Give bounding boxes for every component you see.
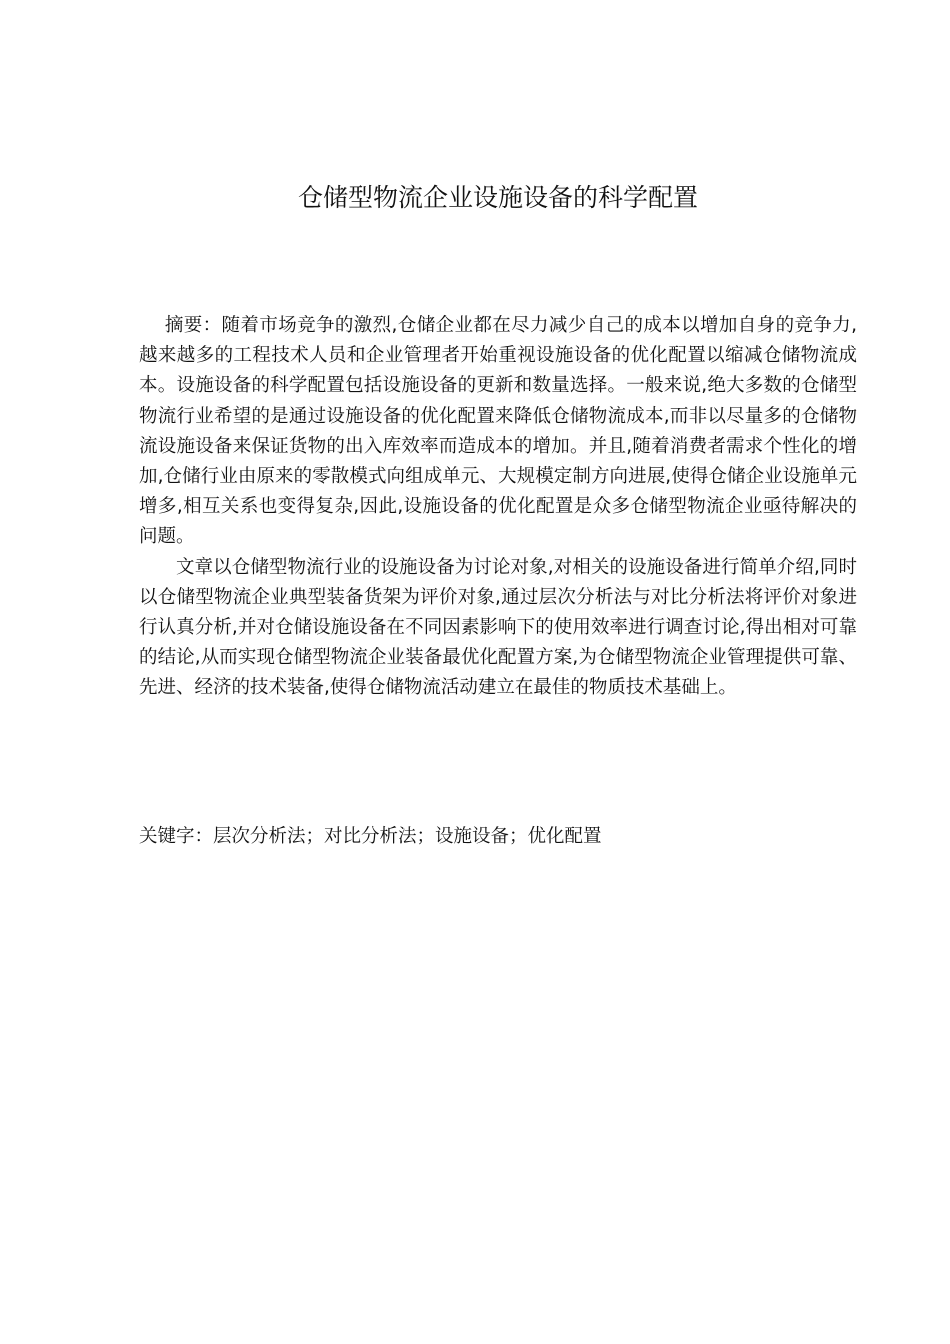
- document-title: 仓储型物流企业设施设备的科学配置: [297, 183, 698, 212]
- abstract-paragraph-1: 摘要：随着市场竞争的激烈,仓储企业都在尽力减少自己的成本以增加自身的竞争力,越来越多的工程技术人员和企业管理者开始重视设施设备的优化配置以缩减仓储物流成本。设施设备的科学配置包括设施设备的更新和数量选择。一般来说,绝大多数的仓储型物流行业希望的是通过设施设备的优化配置来降低仓储物流成本,而非以尽量多的仓储物流设施设备来保证货物的出入库效率而造成本的增加。并且,随着消费者需求个性化的增加,仓储行业由原来的零散模式向组成单元、大规模定制方向进展,使得仓储企业设施单元增多,相互关系也变得复杂,因此,设施设备的优化配置是众多仓储型物流企业亟待解决的问题。: [139, 315, 857, 548]
- abstract-section: [139, 311, 857, 704]
- abstract-paragraph-2: 文章以仓储型物流行业的设施设备为讨论对象,对相关的设施设备进行简单介绍,同时以仓储型物流企业典型装备货架为评价对象,通过层次分析法与对比分析法将评价对象进行认真分析,并对仓储设施设备在不同因素影响下的使用效率进行调查讨论,得出相对可靠的结论,从而实现仓储型物流企业装备最优化配置方案,为仓储型物流企业管理提供可靠、先进、经济的技术装备,使得仓储物流活动建立在最佳的物质技术基础上。: [139, 556, 857, 699]
- keywords-line: 关键字：层次分析法；对比分析法；设施设备；优化配置: [139, 826, 602, 847]
